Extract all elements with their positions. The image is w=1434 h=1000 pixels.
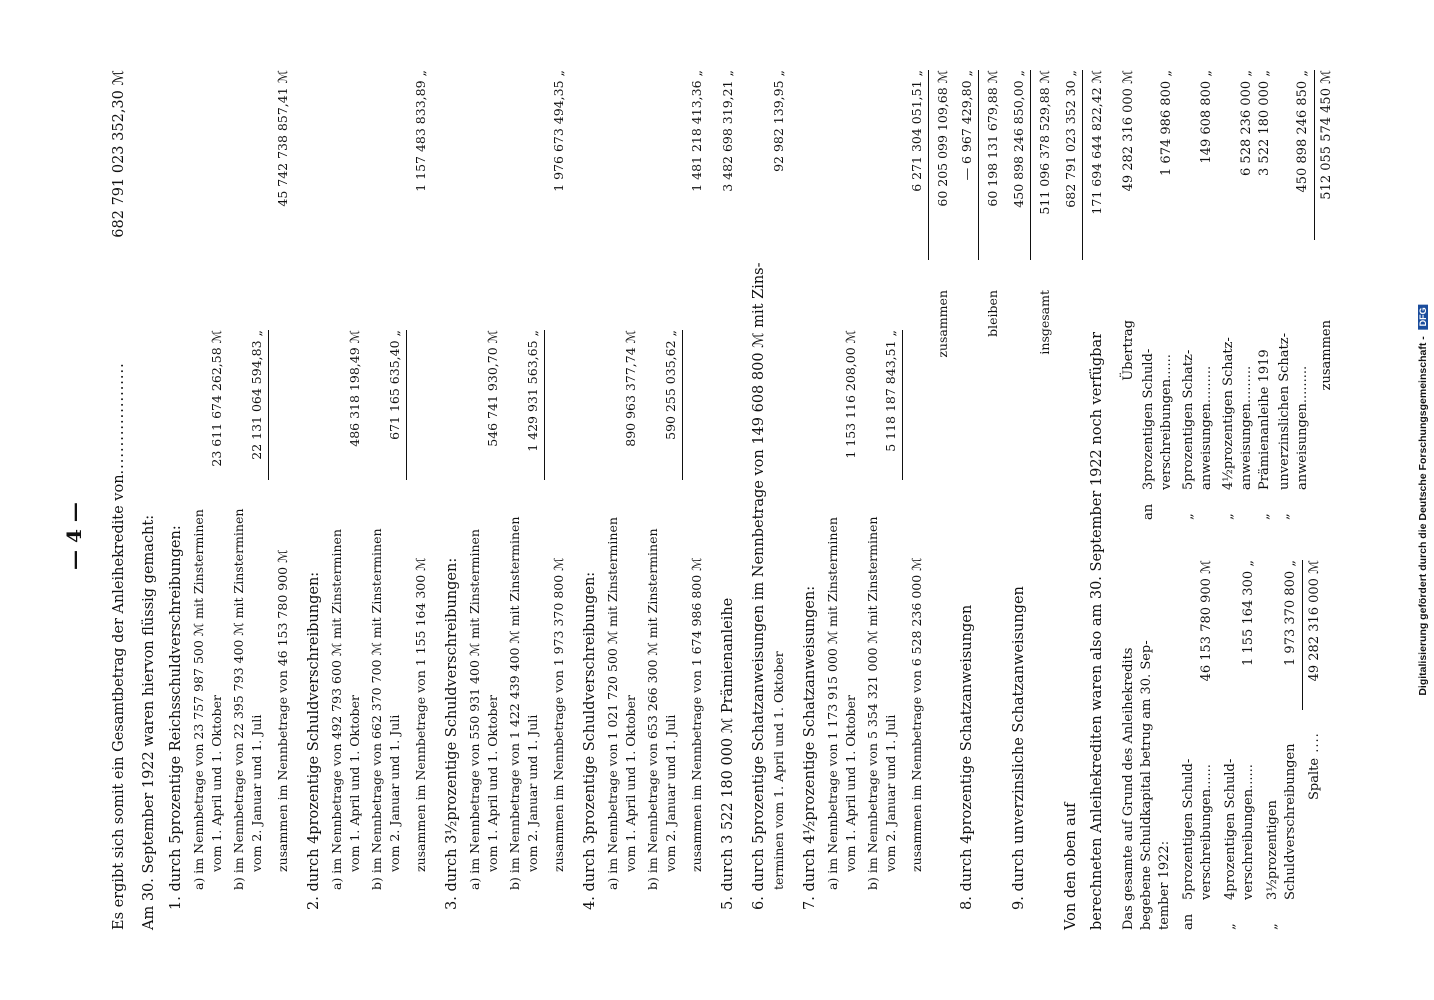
right-row-2-prefix: „ [1181,513,1196,520]
s7-a-line2: vom 1. April und 1. Oktober [843,694,858,872]
s2-b-line2: vom 2. Januar und 1. Juli [387,714,402,872]
dfg-credit [1417,304,1429,695]
left-row-3-line2: Schuldverschreibungen [1283,743,1298,900]
uebertrag-label: Übertrag [1121,320,1136,381]
intro-line-1-text: Es ergibt sich somit ein Gesamtbetrag der Anleihekredite von [111,474,127,930]
s9-value: 450 898 246 850,00 „ [1011,70,1026,208]
right-row-3-value: 6 528 236 000 „ [1239,70,1254,176]
left-row-2-line1: 4prozentigen Schuld- [1223,758,1238,900]
right-sum-rule [1314,70,1315,240]
right-row-3-prefix: „ [1221,513,1236,520]
s3-total-value: 1 976 673 494,35 „ [551,70,566,192]
s7-b-value: 5 118 187 843,51 „ [883,330,898,452]
s5-value: 3 482 698 319,21 „ [720,70,735,192]
right-row-3-line1: 4½prozentigen Schatz- [1221,337,1236,490]
s8-text: 8. durch 4prozentige Schatzanweisungen [959,604,975,910]
s2-heading: 2. durch 4prozentige Schuldverschreibungen: [306,571,322,910]
s2-sum-rule [406,330,407,480]
s6-value: 92 982 139,95 „ [771,70,786,172]
s7-a-line1: a) im Nennbetrage von 1 173 915 000 ℳ mit Zinsterminen [825,517,840,890]
left-row-2-prefix: „ [1223,923,1238,930]
bleiben-rule [978,70,979,260]
s2-total-text: zusammen im Nennbetrage von 1 155 164 300 ℳ [413,557,428,872]
right-row-4-line1: Prämienanleihe 1919 [1257,349,1272,490]
left-row-1-line1: 5prozentigen Schuld- [1181,758,1196,900]
dfg-credit-strip [1414,10,1432,990]
right-row-5-prefix: „ [1277,513,1292,520]
s2-a-line2: vom 1. April und 1. Oktober [347,694,362,872]
s3-b-line2: vom 2. Januar und 1. Juli [525,714,540,872]
s1-a-value: 23 611 674 262,58 ℳ [209,330,224,467]
left-row-3-prefix: „ [1265,923,1280,930]
bleiben-label: bleiben [985,290,1000,337]
bleiben-value: 60 198 131 679,88 ℳ [985,70,1000,207]
left-row-1-value: 46 153 780 900 ℳ [1199,560,1214,682]
right-row-1-value: 1 674 986 800 „ [1159,70,1174,176]
s1-total-value: 45 742 738 857,41 ℳ [275,70,290,207]
right-row-1-prefix: an [1141,503,1156,520]
s1-heading: 1. durch 5prozentige Reichsschuldverschreibungen: [168,525,184,910]
s2-a-value: 486 318 198,49 ℳ [347,330,362,447]
s7-b-line2: vom 2. Januar und 1. Juli [883,714,898,872]
s3-b-value: 1 429 931 563,65 „ [525,330,540,452]
s1-b-value: 22 131 064 594,83 „ [249,330,264,460]
s5-text: 5. durch 3 522 180 000 ℳ Prämienanleihe [720,597,736,910]
s2-b-line1: b) im Nennbetrage von 662 370 700 ℳ mit Zinsterminen [369,528,384,890]
left-row-1-line2: verschreibungen...... [1199,764,1214,900]
s7-total-text: zusammen im Nennbetrage von 6 528 236 000 ℳ [909,557,924,872]
right-row-5-line1: unverzinslichen Schatz- [1277,333,1292,490]
spalte-value: 49 282 316 000 ℳ [1307,560,1322,682]
s3-sum-rule [544,330,545,480]
insgesamt-rule [1030,70,1031,260]
right-row-2-line2: anweisungen......... [1199,365,1214,490]
s4-sum-rule [682,330,683,480]
s7-b-line1: b) im Nennbetrage von 5 354 321 000 ℳ mit Zinsterminen [865,516,880,890]
s1-b-line2: vom 2. Januar und 1. Juli [249,714,264,872]
s4-a-value: 890 963 377,74 ℳ [623,330,638,447]
von-label: Von den oben auf [1063,802,1079,930]
right-row-1-line2: verschreibungen...... [1159,354,1174,490]
left-sum-rule [1302,560,1303,710]
s7-heading: 7. durch 4½prozentige Schatzanweisungen: [802,585,818,910]
s2-total-value: 1 157 483 833,89 „ [413,70,428,192]
s2-a-line1: a) im Nennbetrage von 492 793 600 ℳ mit Zinsterminen [329,529,344,890]
left-table-intro-1: Das gesamte auf Grund des Anleihekredits [1121,647,1136,930]
s7-total-value: 6 271 304 051,51 „ [909,70,924,192]
s8-value: — 6 967 429,80 „ [959,70,974,181]
left-table-intro-2: begebene Schuldkapital betrug am 30. Sep- [1139,640,1154,930]
s1-total-text: zusammen im Nennbetrage von 46 153 780 900 ℳ [275,549,290,872]
insgesamt-value: 511 096 378 529,88 ℳ [1037,70,1052,215]
s4-total-value: 1 481 218 413,36 „ [689,70,704,192]
right-row-4-value: 3 522 180 000 „ [1257,70,1272,176]
dfg-logo: DFG [1418,304,1428,329]
s3-a-value: 546 741 930,70 ℳ [485,330,500,447]
s4-a-line2: vom 1. April und 1. Oktober [623,694,638,872]
s3-a-line1: a) im Nennbetrage von 550 931 400 ℳ mit Zinsterminen [467,529,482,890]
von-value: 682 791 023 352 30 „ [1063,70,1078,208]
s6-line1: 6. durch 5prozentige Schatzanweisungen im Nennbetrage von 149 608 800 ℳ mit Zins- [751,262,767,910]
s1-a-line1: a) im Nennbetrage von 23 757 987 500 ℳ mit Zinsterminen [191,509,206,890]
intro-line-1: Es ergibt sich somit ein Gesamtbetrag der Anleihekredite von.................... [111,362,127,930]
dfg-credit-text: Digitalisierung gefördert durch die Deutsche Forschungsgemeinschaft - [1417,336,1429,696]
zusammen-value: 60 205 099 109,68 ℳ [935,70,950,207]
s7-sum-rule [902,330,903,480]
uebertrag-value: 49 282 316 000 ℳ [1121,70,1136,192]
s4-total-text: zusammen im Nennbetrage von 1 674 986 800 ℳ [689,557,704,872]
right-row-2-value: 149 608 800 „ [1199,70,1214,164]
right-row-4-prefix: „ [1257,513,1272,520]
left-row-1-prefix: an [1181,913,1196,930]
left-row-2-value: 1 155 164 300 „ [1241,560,1256,666]
s2-b-value: 671 165 635,40 „ [387,330,402,440]
s4-b-line1: b) im Nennbetrage von 653 266 300 ℳ mit Zinsterminen [645,528,660,890]
s7-a-value: 1 153 116 208,00 ℳ [843,330,858,459]
s3-b-line1: b) im Nennbetrage von 1 422 439 400 ℳ mit Zinsterminen [507,516,522,890]
right-zusammen-label: zusammen [1319,320,1334,391]
s3-heading: 3. durch 3½prozentige Schuldverschreibungen: [444,557,460,910]
s1-a-line2: vom 1. April und 1. Oktober [209,694,224,872]
spalte-label: Spalte .... [1307,732,1322,800]
left-row-3-line1: 3½prozentigen [1265,800,1280,900]
right-row-1-line1: 3prozentigen Schuld- [1141,348,1156,490]
s1-sum-rule [268,330,269,480]
s4-a-line1: a) im Nennbetrage von 1 021 720 500 ℳ mit Zinsterminen [605,517,620,890]
left-row-2-line2: verschreibungen...... [1241,764,1256,900]
spalte-label-text: Spalte [1307,757,1322,800]
insgesamt-label: insgesamt [1037,290,1052,355]
right-row-5-line2: anweisungen......... [1295,365,1310,490]
s3-a-line2: vom 1. April und 1. Oktober [485,694,500,872]
s4-b-line2: vom 2. Januar und 1. Juli [663,714,678,872]
right-zusammen-value: 512 055 574 450 ℳ [1319,70,1334,200]
intro-total-value: 682 791 023 352,30 ℳ [111,70,127,238]
zusammen-label: zusammen [935,290,950,358]
s3-total-text: zusammen im Nennbetrage von 1 973 370 800 ℳ [551,557,566,872]
left-table-intro-3: tember 1922: [1157,840,1172,930]
intro-line-2: Am 30. September 1922 waren hiervon flüssig gemacht: [141,514,157,930]
right-row-5-value: 450 898 246 850 „ [1295,70,1310,193]
verfuegbar-rule [1082,70,1083,260]
left-row-3-value: 1 973 370 800 „ [1283,560,1298,666]
s6-line2: terminen vom 1. April und 1. Oktober [771,651,786,890]
right-row-3-line2: anweisungen......... [1239,365,1254,490]
berechneten-text: berechneten Anleihekrediten waren also am 30. September 1922 noch verfügbar [1089,331,1105,930]
s9-text: 9. durch unverzinsliche Schatzanweisungen [1011,586,1027,910]
right-row-2-line1: 5prozentigen Schatz- [1181,349,1196,490]
s4-heading: 4. durch 3prozentige Schuldverschreibungen: [582,571,598,910]
zusammen-rule [928,70,929,260]
s1-b-line1: b) im Nennbetrage von 22 395 793 400 ℳ mit Zinsterminen [231,508,246,890]
s4-b-value: 590 255 035,62 „ [663,330,678,440]
berechneten-value: 171 694 644 822,42 ℳ [1089,70,1104,215]
page-number: — 4 — [62,502,86,570]
